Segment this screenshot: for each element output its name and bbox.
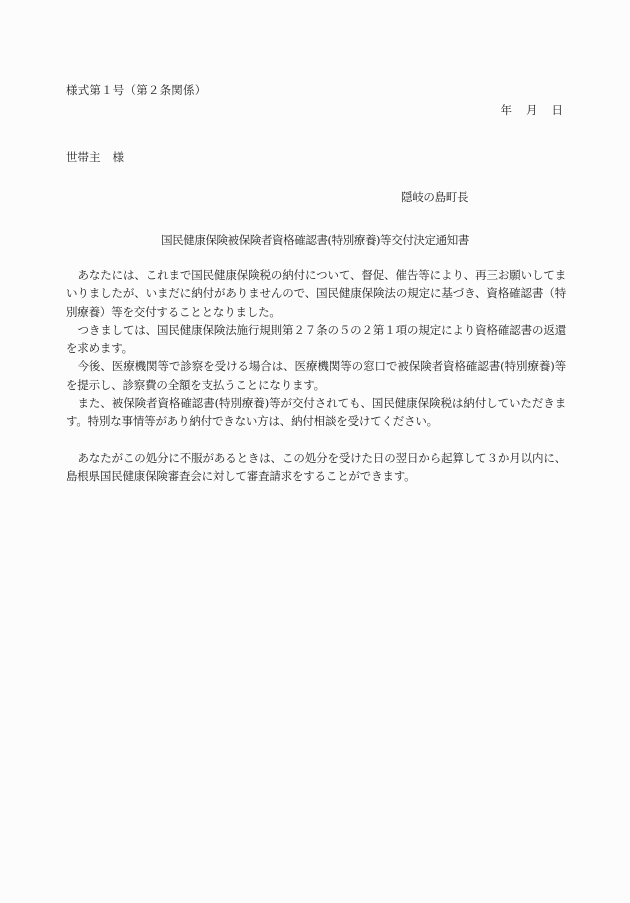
issuer-name: 隠岐の島町長 (401, 190, 469, 204)
paragraph-return-request: つきましては、国民健康保険法施行規則第２７条の５の２第１項の規定により資格確認書の返還を求めます。 (66, 322, 566, 356)
recipient-line (66, 149, 124, 165)
recipient-honorific: 様 (112, 150, 124, 164)
recipient-name: 世帯主 (66, 150, 101, 164)
date-month-label: 月 (526, 103, 538, 117)
date-day-label: 日 (551, 103, 563, 117)
paragraph-appeal-notice: あなたがこの処分に不服があるときは、この処分を受けた日の翌日から起算して３か月以内に、島根県国民健康保険審査会に対して審査請求をすることができます。 (66, 450, 566, 484)
paragraph-medical-payment: 今後、医療機関等で診察を受ける場合は、医療機関等の窓口で被保険者資格確認書(特別療養)等を提示し、診察費の全額を支払うことになります。 (66, 359, 566, 392)
date-line (501, 102, 564, 118)
date-year-label: 年 (500, 103, 512, 117)
document-body (66, 266, 566, 486)
paragraph-payment-notice: あなたには、これまで国民健康保険税の納付について、督促、催告等により、再三お願いしてまいりましたが、いまだに納付がありませんので、国民健康保険法の規定に基づき、資格確認書（特別療養）等を交付することとなりました。 (66, 268, 566, 319)
form-number: 様式第１号（第２条関係） (66, 83, 207, 97)
paragraph-tax-obligation: また、被保険者資格確認書(特別療養)等が交付されても、国民健康保険税は納付していただきます。特別な事情等があり納付できない方は、納付相談を受けてください。 (66, 396, 566, 429)
document-title: 国民健康保険被保険者資格確認書(特別療養)等交付決定通知書 (161, 233, 469, 247)
